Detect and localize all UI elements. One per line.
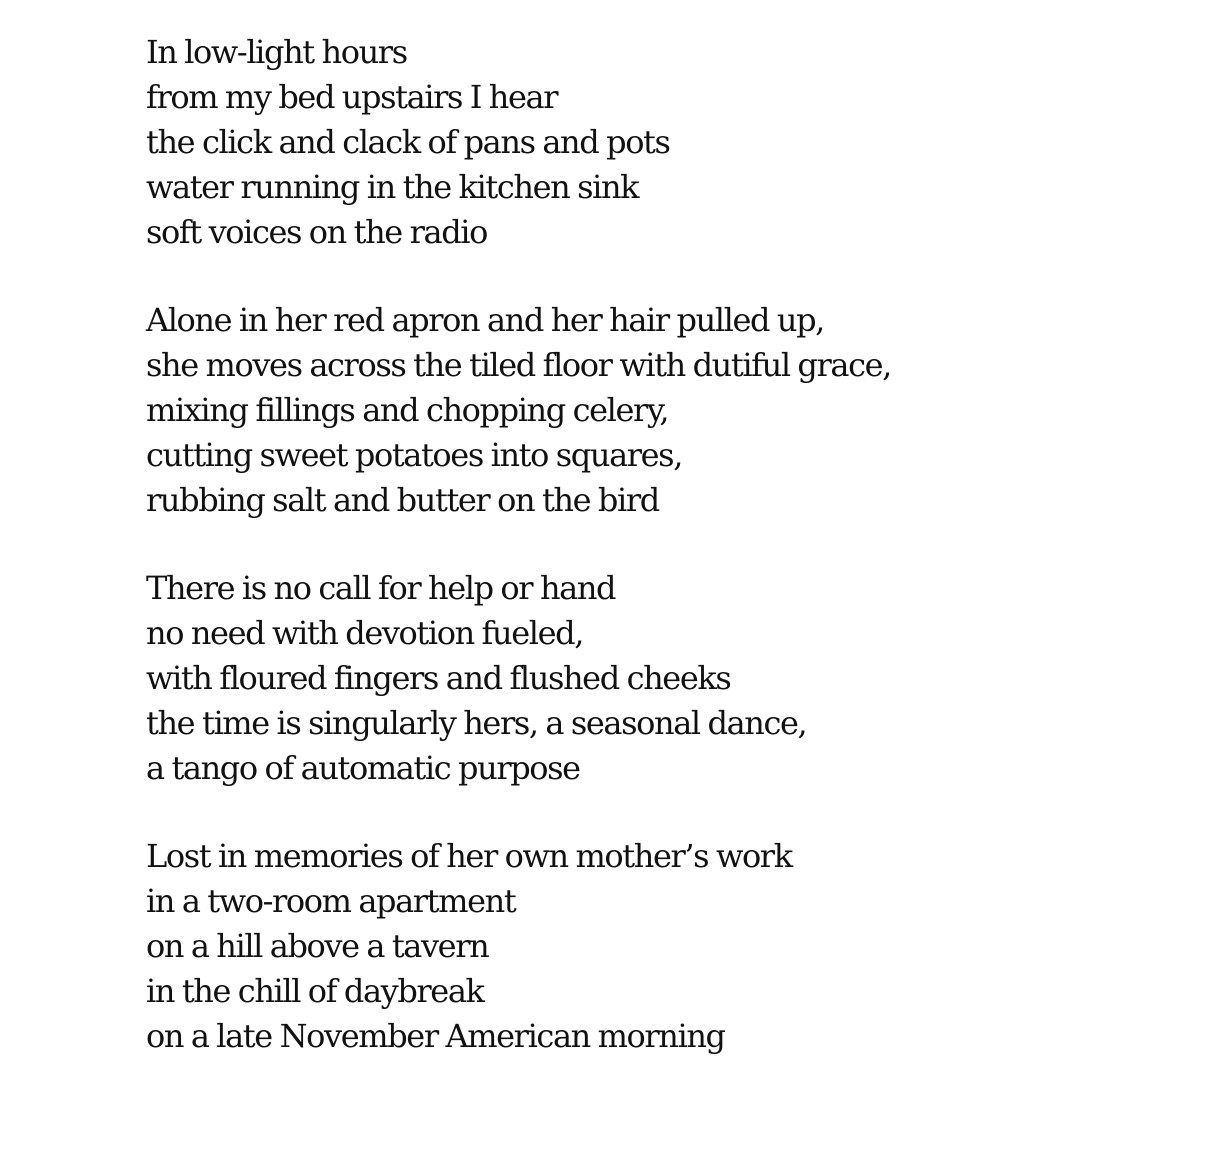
poem-line: water running in the kitchen sink: [146, 168, 639, 206]
poem-line: the time is singularly hers, a seasonal dance,: [146, 704, 807, 742]
stanza-4: [146, 834, 1196, 1059]
poem-body: [146, 30, 1196, 1059]
poem-line: in a two-room apartment: [146, 882, 516, 920]
poem-line: a tango of automatic purpose: [146, 749, 580, 787]
poem-line: on a hill above a tavern: [146, 927, 489, 965]
poem-line: from my bed upstairs I hear: [146, 78, 558, 116]
poem-line: with floured fingers and flushed cheeks: [146, 659, 731, 697]
poem-line: Lost in memories of her own mother’s work: [146, 837, 792, 875]
poem-line: cutting sweet potatoes into squares,: [146, 436, 682, 474]
poem-line: rubbing salt and butter on the bird: [146, 481, 659, 519]
poem-line: mixing fillings and chopping celery,: [146, 391, 669, 429]
poem-line: the click and clack of pans and pots: [146, 123, 670, 161]
stanza-1: [146, 30, 1196, 255]
poem-line: soft voices on the radio: [146, 213, 487, 251]
stanza-2: [146, 298, 1196, 523]
poem-line: she moves across the tiled floor with dutiful grace,: [146, 346, 891, 384]
poem-line: Alone in her red apron and her hair pulled up,: [146, 301, 824, 339]
poem-line: in the chill of daybreak: [146, 972, 484, 1010]
poem-line: In low-light hours: [146, 33, 407, 71]
stanza-3: [146, 566, 1196, 791]
poem-line: on a late November American morning: [146, 1017, 725, 1055]
poem-line: no need with devotion fueled,: [146, 614, 583, 652]
poem-line: There is no call for help or hand: [146, 569, 616, 607]
